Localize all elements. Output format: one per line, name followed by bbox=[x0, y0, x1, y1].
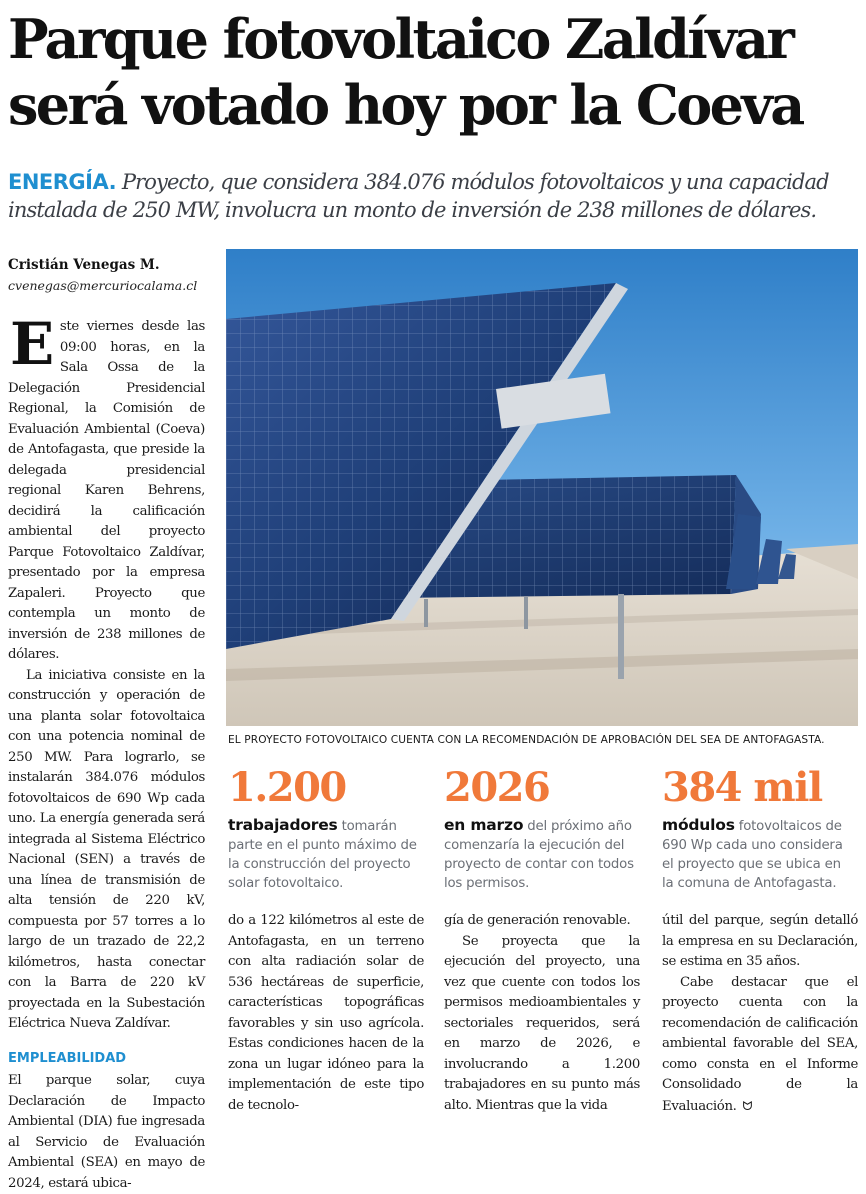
byline-email[interactable]: cvenegas@mercuriocalama.cl bbox=[8, 278, 198, 293]
deck-kicker: ENERGÍA. bbox=[8, 170, 117, 194]
paragraph-col2: do a 122 kilómetros al este de Antofagasta, en un terreno con alta radiación solar de 536 hectáreas de superficie, características topográficas favorables y sin uso agrícola. Estas condiciones hacen de la zona un lugar idóneo para la implementación de este tipo de tecnolo- bbox=[228, 913, 424, 1113]
paragraph-3: El parque solar, cuya Declaración de Impacto Ambiental (DIA) fue ingresada al Servicio de Evaluación Ambiental (SEA) en mayo de 2024, estará ubica- bbox=[8, 1073, 205, 1191]
stat-bold: en marzo bbox=[444, 816, 524, 834]
paragraph-1: ste viernes desde las 09:00 horas, en la Sala Ossa de la Delegación Presidencial Regional, la Comisión de Evaluación Ambiental (Coeva) de Antofagasta, que preside la delegada presidencial regional Karen Behrens, decidirá la calificación ambiental del proyecto Parque Fotovoltaico Zaldívar, presentado por la empresa Zapaleri. Proyecto que contempla un monto de inversión de 238 millones de dólares. bbox=[8, 319, 205, 662]
stat-bold: módulos bbox=[662, 816, 735, 834]
paragraph-2: La iniciativa consiste en la construcción y operación de una planta solar fotovoltaica con una potencia nominal de 250 MW. Para lograrlo, se instalarán 384.076 módulos fotovoltaicos de 690 Wp cada uno. La energía generada será integrada al Sistema Eléctrico Nacional (SEN) a través de una línea de transmisión de alta tensión de 220 kV, compuesta por 57 torres a lo largo de un trazado de 22,2 kilómetros, hasta conectar con la Barra de 220 kV proyectada en la Subestación Eléctrica Nueva Zaldívar. bbox=[8, 667, 205, 1031]
article-column-2 bbox=[228, 911, 424, 1116]
stat-description bbox=[228, 816, 418, 893]
stat-modules bbox=[662, 766, 852, 893]
end-mark-icon: ᗢ bbox=[742, 1098, 753, 1113]
headline-line-1: Parque fotovoltaico Zaldívar bbox=[8, 7, 793, 71]
article-column-3 bbox=[444, 911, 640, 1116]
article-column-1 bbox=[8, 310, 205, 1194]
stat-workers bbox=[228, 766, 418, 893]
stat-year bbox=[444, 766, 634, 893]
paragraph-col4b-text: Cabe destacar que el proyecto cuenta con la recomendación de calificación ambiental favorable del SEA, como consta en el Informe Consolidado de la Evaluación. bbox=[662, 974, 858, 1114]
stat-number: 1.200 bbox=[228, 764, 346, 811]
paragraph-col4a: útil del parque, según detalló la empresa en su Declaración, se estima en 35 años. bbox=[662, 913, 858, 969]
subhead-empleabilidad: EMPLEABILIDAD bbox=[8, 1050, 127, 1066]
article-column-4 bbox=[662, 911, 858, 1117]
paragraph-col3a: gía de generación renovable. bbox=[444, 913, 631, 928]
stat-bold: trabajadores bbox=[228, 816, 338, 834]
stat-description bbox=[662, 816, 852, 893]
deck bbox=[8, 168, 860, 224]
paragraph-col3b: Se proyecta que la ejecución del proyecto, una vez que cuente con todos los permisos medioambientales y sectoriales requeridos, será en marzo de 2026, e involucrando a 1.200 trabajadores en su punto más alto. Mientras que la vida bbox=[444, 933, 640, 1113]
stat-text: tomarán parte en el punto máximo de la construcción del proyecto solar fotovoltaico. bbox=[228, 819, 417, 891]
stat-number: 2026 bbox=[444, 764, 550, 811]
stat-number: 384 mil bbox=[662, 764, 822, 811]
headline bbox=[8, 6, 860, 138]
stat-text: del próximo año comenzaría la ejecución del proyecto de contar con todos los permisos. bbox=[444, 819, 634, 891]
deck-text: Proyecto, que considera 384.076 módulos fotovoltaicos y una capacidad instalada de 250 MW, involucra un monto de inversión de 238 millones de dólares. bbox=[8, 170, 829, 222]
stat-text: fotovoltaicos de 690 Wp cada uno considera el proyecto que se ubica en la comuna de Antofagasta. bbox=[662, 819, 843, 891]
byline-name: Cristián Venegas M. bbox=[8, 257, 160, 273]
paragraph-col4b bbox=[662, 973, 858, 1118]
drop-cap: E bbox=[10, 310, 54, 378]
solar-panels-photo bbox=[226, 249, 858, 726]
stat-description bbox=[444, 816, 634, 893]
photo-caption: EL PROYECTO FOTOVOLTAICO CUENTA CON LA RECOMENDACIÓN DE APROBACIÓN DEL SEA DE ANTOFAGASTA. bbox=[228, 734, 825, 746]
headline-line-2: será votado hoy por la Coeva bbox=[8, 73, 803, 137]
